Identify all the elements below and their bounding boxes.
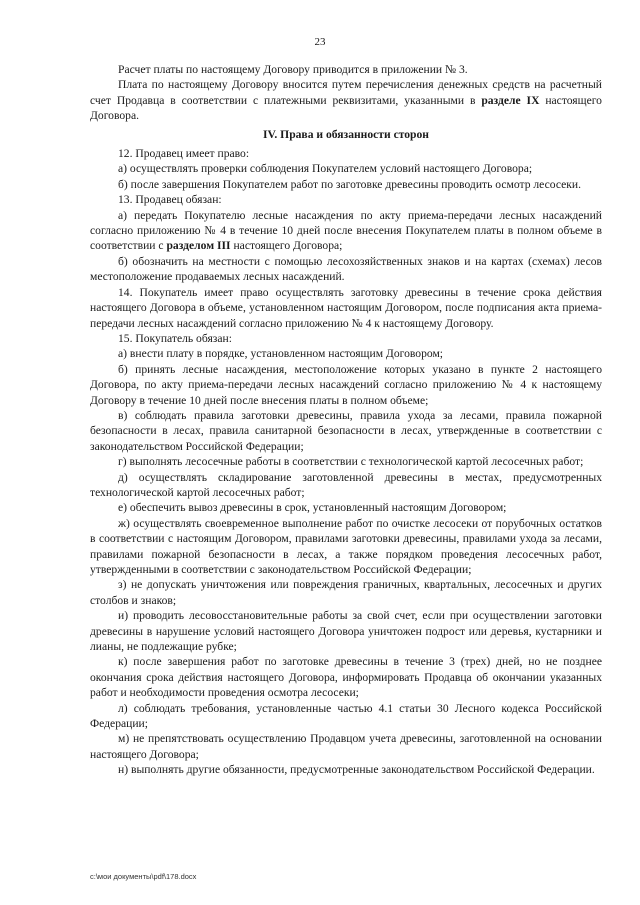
clause-15-item-b: б) принять лесные насаждения, местоположение которых указано в пункте 2 настоящего Договора, по акту приема-передачи лесных насаждений согласно приложению № 4 к настоящему Договору в течение 10 дней после внесения платы в полном объеме; xyxy=(90,362,602,407)
payment-paragraph-2-text: Плата по настоящему Договору вносится путем перечисления денежных средств на расчетный счет Продавца в соответствии с платежными реквизитами, указанными в xyxy=(90,78,602,107)
clause-12-b: б) после завершения Покупателем работ по заготовке древесины проводить осмотр лесосеки. xyxy=(118,177,582,191)
section-title: IV. Права и обязанности сторон xyxy=(262,127,429,141)
clause-15-item-e: е) обеспечить вывоз древесины в срок, установленный настоящим Договором; xyxy=(118,501,507,515)
clause-15-item-d: д) осуществлять складирование заготовленной древесины в местах, предусмотренных технологической картой лесосечных работ; xyxy=(90,470,602,499)
clause-13-b: б) обозначить на местности с помощью лесохозяйственных знаков и на картах (схемах) лесов местоположение продаваемых лесных насаждений. xyxy=(90,254,602,284)
payment-paragraph-2-end: настоящего Договора. xyxy=(90,93,602,123)
clause-15-item-a: а) внести плату в порядке, установленном настоящим Договором; xyxy=(118,347,444,361)
clause-15-item-i: и) проводить лесовосстановительные работы за свой счет, если при осуществлении заготовки древесины в нарушение условий настоящего Договора уничтожен подрост или деревья, кустарники и лианы, не подлежащие рубке; xyxy=(90,609,602,654)
clause-15-item-m: м) не препятствовать осуществлению Продавцом учета древесины, заготовленной на основании настоящего Договора; xyxy=(90,732,602,761)
page-number: 23 xyxy=(314,36,326,48)
clause-15-item-v: в) соблюдать правила заготовки древесины, правила ухода за лесами, правила пожарной безопасности в лесах, правила санитарной безопасности в лесах, утвержденные в соответствии с законодательством Российской Федерации; xyxy=(90,408,602,453)
clause-12-title: 12. Продавец имеет право: xyxy=(118,147,250,161)
section-ref-iii: разделом III xyxy=(166,239,231,253)
clause-13-a-text: а) передать Покупателю лесные насаждения по акту приема-передачи лесных насаждений согласно приложению № 4 в течение 10 дней после внесения Покупателем платы в полном объеме в соответствии с xyxy=(90,208,602,253)
clause-13-a xyxy=(90,208,602,254)
document-body xyxy=(90,62,602,778)
clause-15-item-g: г) выполнять лесосечные работы в соответствии с технологической картой лесосечных работ; xyxy=(118,455,584,469)
clause-14: 14. Покупатель имеет право осуществлять заготовку древесины в течение срока действия настоящего Договора в объеме, установленном настоящим Договором, после подписания акта приема-передачи лесных насаждений согласно приложению № 4 к настоящему Договору. xyxy=(90,285,602,330)
footer-file-path: c:\мои документы\pdf\178.docx xyxy=(90,872,197,881)
payment-paragraph-2 xyxy=(90,77,602,123)
clause-12-a: а) осуществлять проверки соблюдения Покупателем условий настоящего Договора; xyxy=(118,162,533,176)
clause-15-title: 15. Покупатель обязан: xyxy=(118,331,232,345)
clause-13-a-end: настоящего Договора; xyxy=(230,239,343,253)
clause-15-item-z: з) не допускать уничтожения или повреждения граничных, квартальных, лесосечных и других столбов и знаков; xyxy=(90,578,602,607)
payment-paragraph-1: Расчет платы по настоящему Договору приводится в приложении № 3. xyxy=(118,63,468,76)
clause-13-title: 13. Продавец обязан: xyxy=(118,193,222,207)
clause-15-item-zh: ж) осуществлять своевременное выполнение работ по очистке лесосеки от порубочных остатков в соответствии с настоящим Договором, правилами заготовки древесины, правилами ухода за лесами, правилами пожарной безопасности в лесах, а также порядком проведения лесосечных работ, утвержденными в соответствии с законодательством Российской Федерации; xyxy=(90,516,602,576)
section-ref-ix: разделе IX xyxy=(481,93,540,107)
clause-15-item-n: н) выполнять другие обязанности, предусмотренные законодательством Российской Федерации. xyxy=(118,763,595,777)
clause-15-item-l: л) соблюдать требования, установленные частью 4.1 статьи 30 Лесного кодекса Российской Федерации; xyxy=(90,701,602,731)
clause-15-item-k: к) после завершения работ по заготовке древесины в течение 3 (трех) дней, но не позднее окончания срока действия настоящего Договора, информировать Продавца об окончании указанных работ и необходимости проведения осмотра лесосеки; xyxy=(90,655,602,700)
